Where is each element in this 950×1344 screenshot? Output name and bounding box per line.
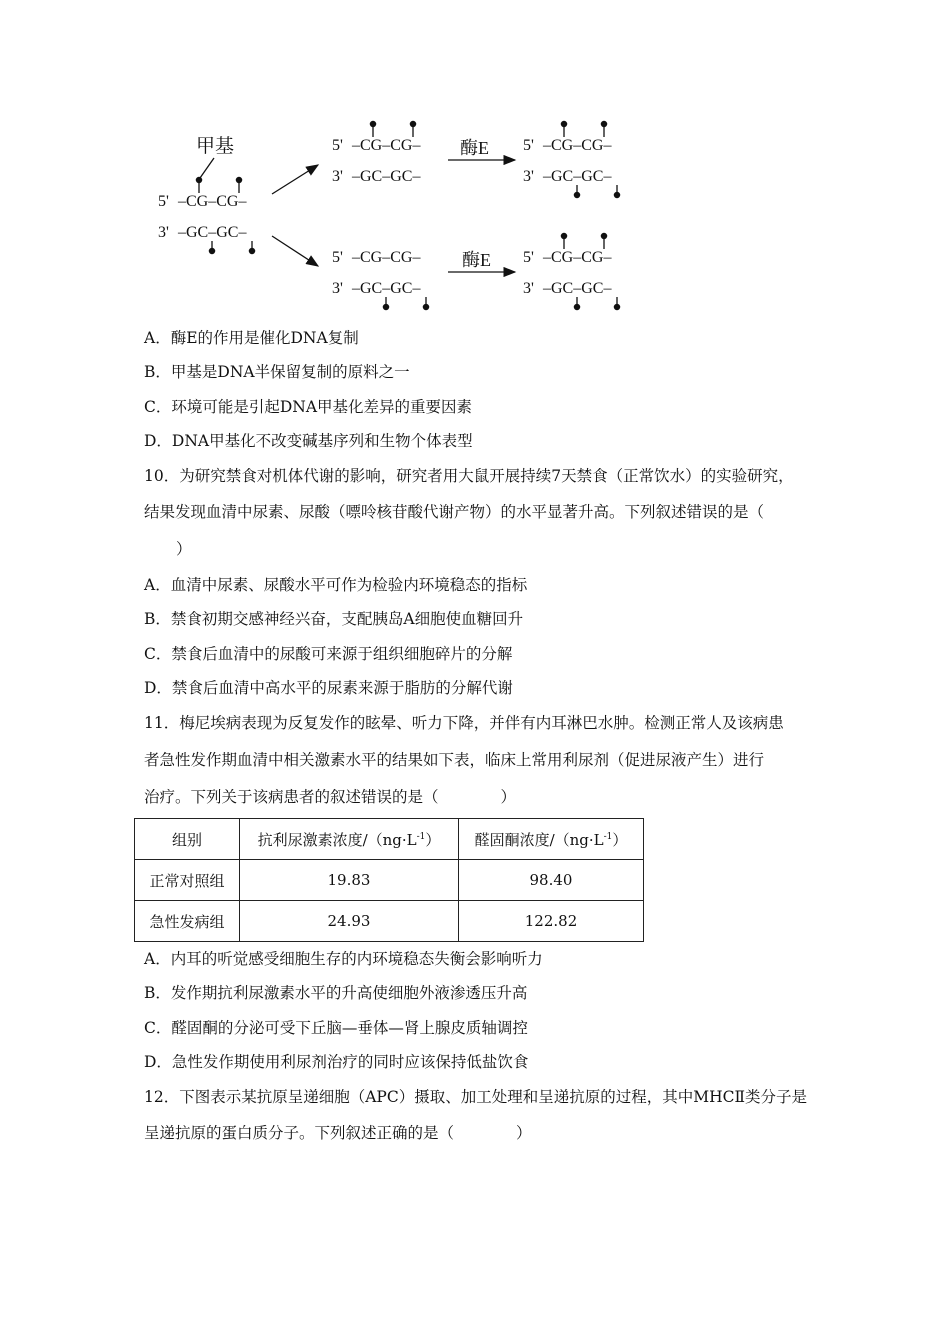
hormone-table [134,818,644,942]
upper-right-methyl-groups [561,121,619,197]
arrow-to-lower [272,236,318,266]
q12-stem-line2: 呈递抗原的蛋白质分子。下列叙述正确的是（ ） [144,1124,532,1142]
upper-mid-3-prime: 3' [332,168,343,185]
enzyme-label-lower: 酶E [462,250,491,270]
left-3-prime: 3' [158,224,169,241]
upper-right-3-prime: 3' [523,168,534,185]
header-group: 组别 [135,819,240,860]
row-ald-value: 122.82 [459,901,644,942]
q9-option-b: B．甲基是DNA半保留复制的原料之一 [144,363,410,381]
q11-stem-line1: 11．梅尼埃病表现为反复发作的眩晕、听力下降，并伴有内耳淋巴水肿。检测正常人及该病患 [144,714,784,732]
row-group: 急性发病组 [135,901,240,942]
q11-stem-line3: 治疗。下列关于该病患者的叙述错误的是（ ） [144,788,517,806]
upper-right-5-prime: 5' [523,137,534,154]
lower-mid-bottom-strand: –GC–GC– [352,280,421,297]
q11-option-a: A．内耳的听觉感受细胞生存的内环境稳态失衡会影响听力 [144,950,543,968]
lower-mid-5-prime: 5' [332,249,343,266]
q10-stem-line2: 结果发现血清中尿素、尿酸（嘌呤核苷酸代谢产物）的水平显著升高。下列叙述错误的是（ [144,503,765,521]
q10-option-c: C．禁食后血清中的尿酸可来源于组织细胞碎片的分解 [144,645,513,663]
q10-stem-line3: ） [176,540,192,558]
row-ald-value: 98.40 [459,860,644,901]
lower-right-5-prime: 5' [523,249,534,266]
upper-mid-methyl-groups [370,121,415,137]
methyl-pointer [200,158,214,178]
q9-option-c: C．环境可能是引起DNA甲基化差异的重要因素 [144,398,473,416]
lower-mid-methyl-groups [383,297,428,310]
q9-option-a: A．酶E的作用是催化DNA复制 [144,329,359,347]
row-group: 正常对照组 [135,860,240,901]
left-methyl-groups [196,177,254,253]
upper-mid-5-prime: 5' [332,137,343,154]
upper-right-top-strand: –CG–CG– [543,137,612,154]
enzyme-label-upper: 酶E [460,138,489,158]
methyl-label: 甲基 [196,136,235,157]
q10-option-a: A．血清中尿素、尿酸水平可作为检验内环境稳态的指标 [144,576,528,594]
upper-mid-bottom-strand: –GC–GC– [352,168,421,185]
table-row [135,901,644,942]
q10-option-d: D．禁食后血清中高水平的尿素来源于脂肪的分解代谢 [144,679,513,697]
lower-right-top-strand: –CG–CG– [543,249,612,266]
row-adh-value: 19.83 [240,860,459,901]
q11-option-c: C．醛固酮的分泌可受下丘脑—垂体—肾上腺皮质轴调控 [144,1019,528,1037]
table-header-row [135,819,644,860]
q10-option-b: B．禁食初期交感神经兴奋，支配胰岛A细胞使血糖回升 [144,610,524,628]
q11-option-d: D．急性发作期使用利尿剂治疗的同时应该保持低盐饮食 [144,1053,529,1071]
lower-right-3-prime: 3' [523,280,534,297]
dna-methylation-diagram [150,110,650,315]
q10-stem-line1: 10．为研究禁食对机体代谢的影响，研究者用大鼠开展持续7天禁食（正常饮水）的实验研究， [144,467,794,485]
lower-right-bottom-strand: –GC–GC– [543,280,612,297]
header-adh: 抗利尿激素浓度$/(ng\cdot L^{-1})$ [240,819,459,860]
q11-stem-line2: 者急性发作期血清中相关激素水平的结果如下表，临床上常用利尿剂（促进尿液产生）进行 [144,751,765,769]
q11-option-b: B．发作期抗利尿激素水平的升高使细胞外液渗透压升高 [144,984,528,1002]
row-adh-value: 24.93 [240,901,459,942]
upper-mid-top-strand: –CG–CG– [352,137,421,154]
left-5-prime: 5' [158,193,169,210]
table-row [135,860,644,901]
header-aldosterone: 醛固酮浓度$/(ng\cdot L^{-1})$ [459,819,644,860]
left-bottom-strand: –GC–GC– [178,224,247,241]
lower-right-methyl-groups [561,233,619,309]
q12-stem-line1: 12．下图表示某抗原呈递细胞（APC）摄取、加工处理和呈递抗原的过程，其中MHCⅡ类分子是 [144,1088,807,1106]
lower-mid-top-strand: –CG–CG– [352,249,421,266]
q9-option-d: D．DNA甲基化不改变碱基序列和生物个体表型 [144,432,473,450]
arrow-to-upper [272,165,318,194]
lower-mid-3-prime: 3' [332,280,343,297]
upper-right-bottom-strand: –GC–GC– [543,168,612,185]
left-top-strand: –CG–CG– [178,193,247,210]
